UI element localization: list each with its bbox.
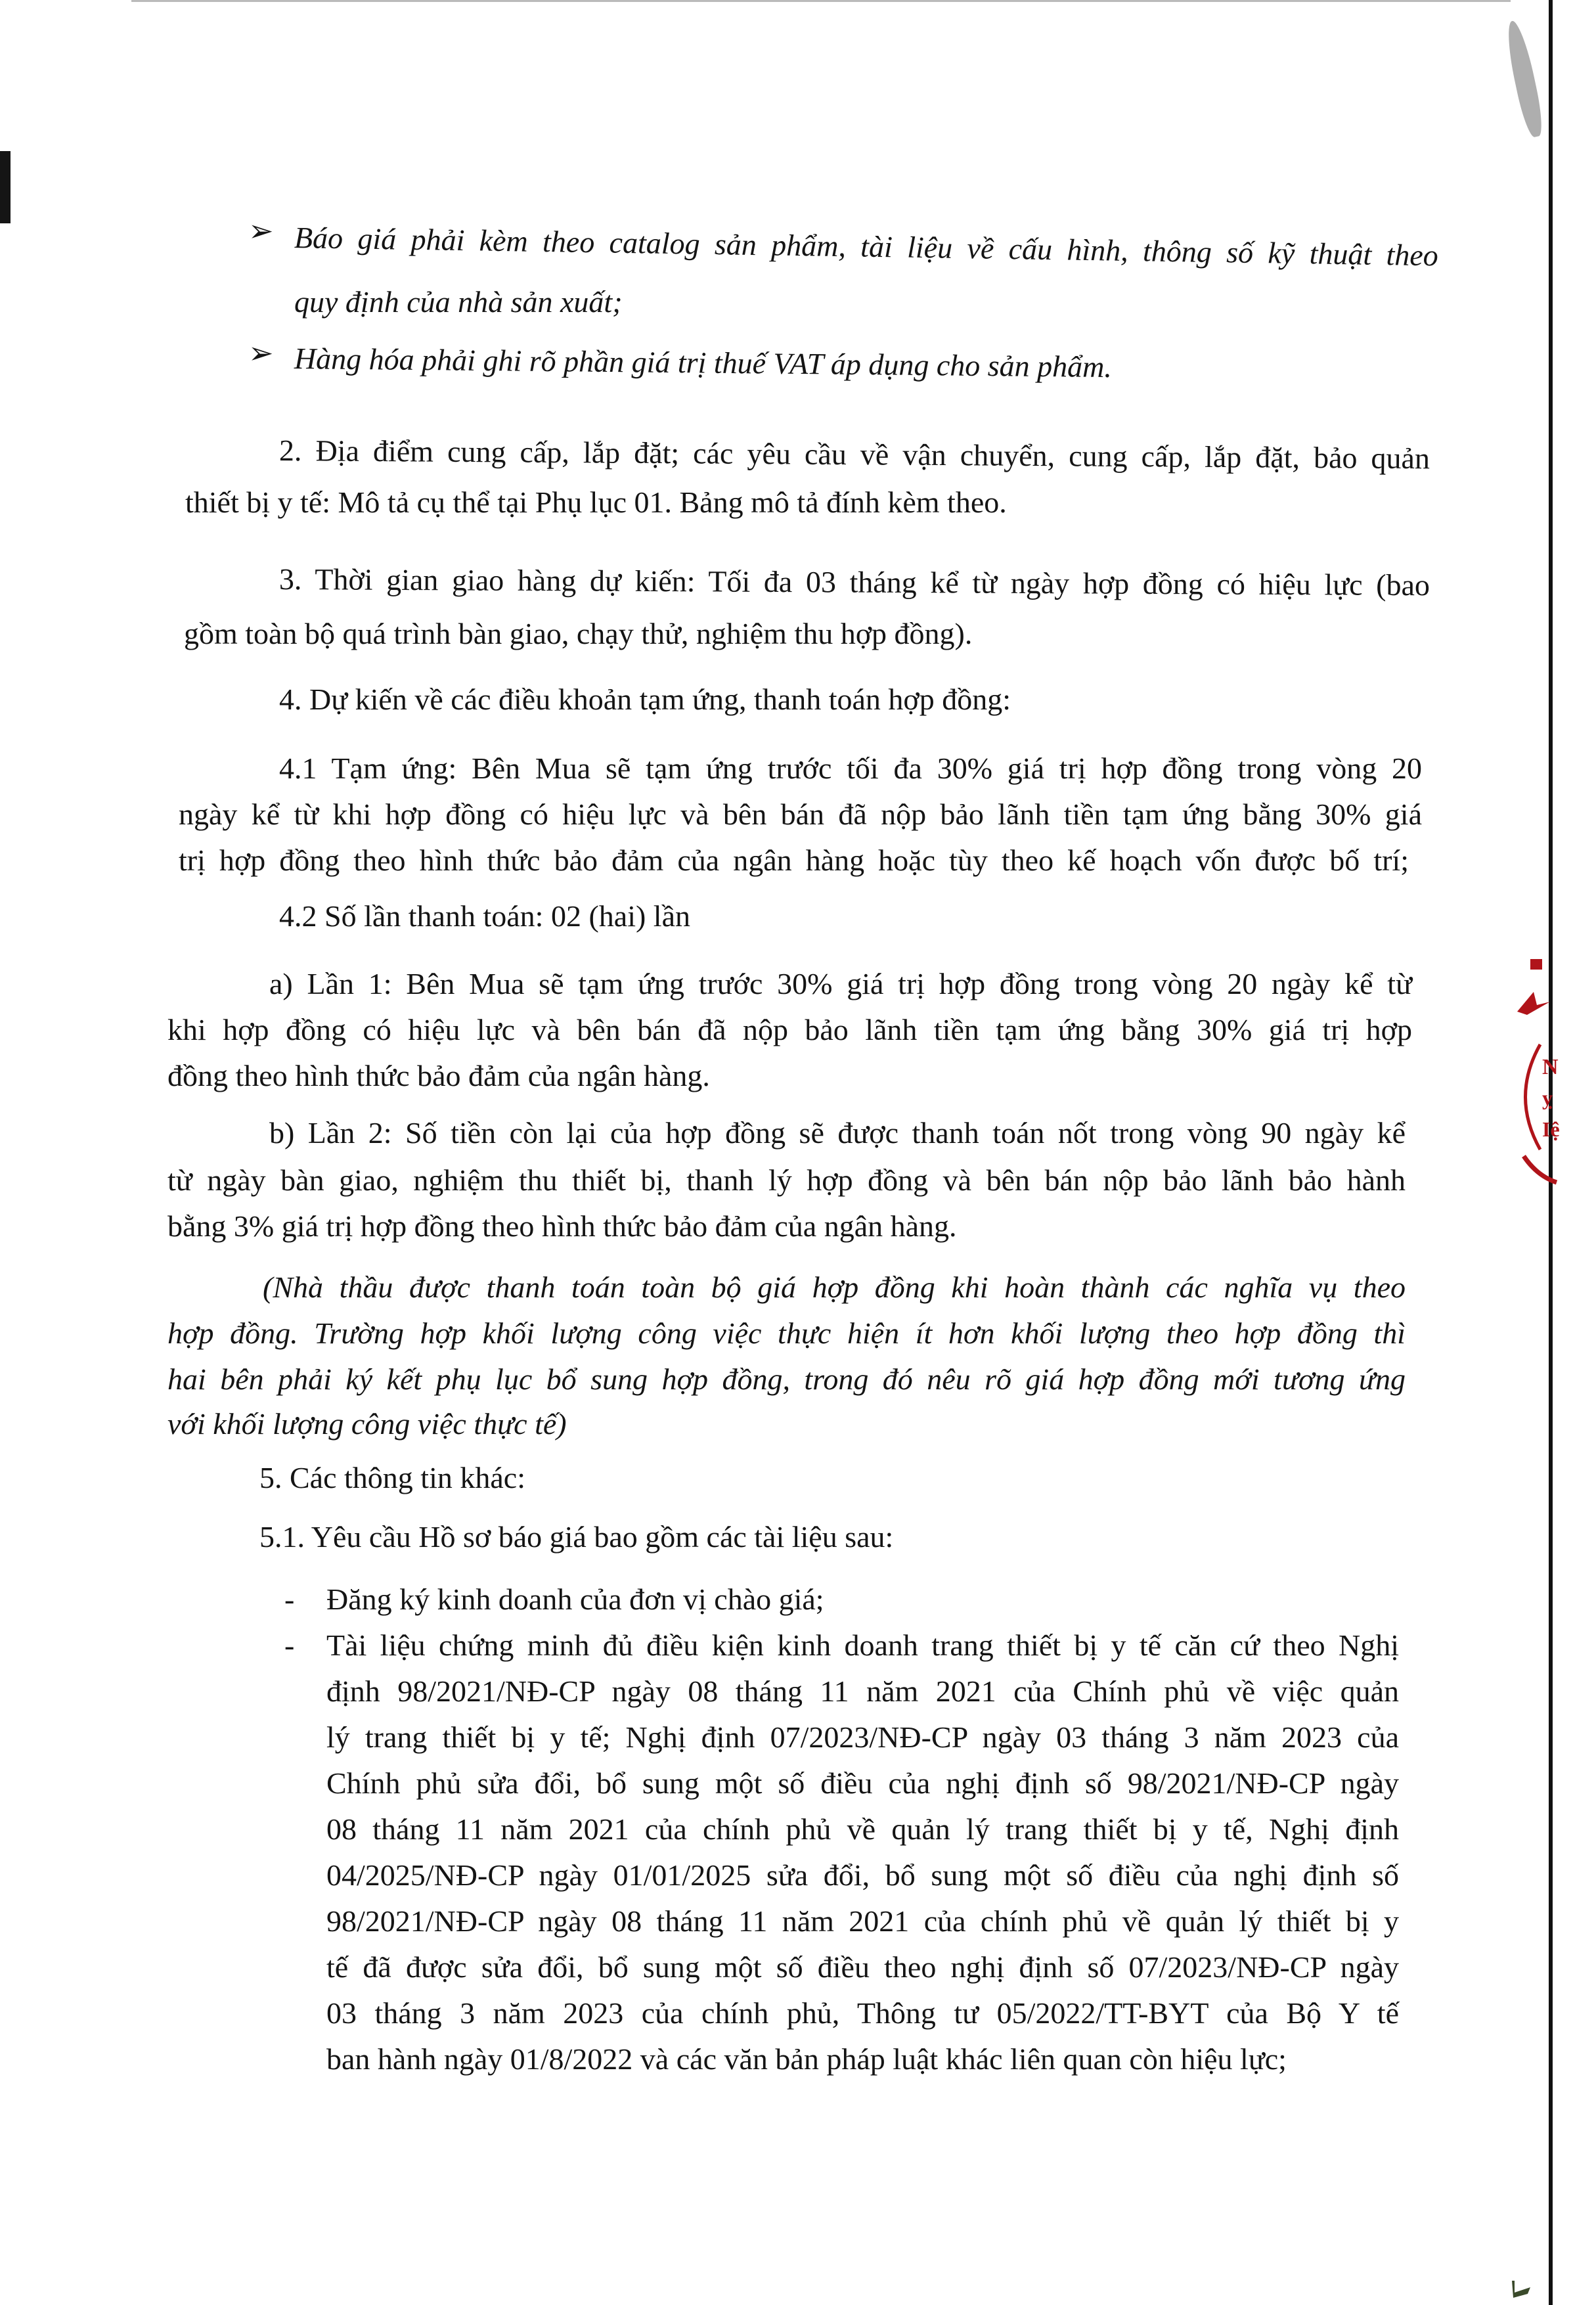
- stamp-mark-top: [1530, 959, 1542, 970]
- section-2-line-1: 2. Địa điểm cung cấp, lắp đặt; các yêu cầu về vận chuyển, cung cấp, lắp đặt, bảo quản: [278, 434, 1430, 476]
- section-4-heading: 4. Dự kiến về các điều khoản tạm ứng, thanh toán hợp đồng:: [279, 683, 1011, 716]
- note-line-4: với khối lượng công việc thực tế): [167, 1407, 567, 1441]
- item-b-line-1: b) Lần 2: Số tiền còn lại của hợp đồng sẽ được thanh toán nốt trong vòng 90 ngày kể: [269, 1116, 1406, 1150]
- dash-item-2-line-8: tế đã được sửa đổi, bổ sung một số điều theo nghị định số 07/2023/NĐ-CP ngày: [326, 1950, 1399, 1984]
- red-seal-stamp-fragment: [1504, 959, 1596, 1196]
- dash-item-2-line-7: 98/2021/NĐ-CP ngày 08 tháng 11 năm 2021 của chính phủ về quản lý thiết bị y: [326, 1904, 1399, 1938]
- dash-item-2-line-4: Chính phủ sửa đổi, bổ sung một số điều của nghị định số 98/2021/NĐ-CP ngày: [326, 1766, 1399, 1800]
- item-a-line-2: khi hợp đồng có hiệu lực và bên bán đã nộp bảo lãnh tiền tạm ứng bằng 30% giá trị hợp: [167, 1013, 1412, 1046]
- right-corner-shadow: [1503, 19, 1547, 139]
- bullet-1-line-2: quy định của nhà sản xuất;: [294, 285, 623, 319]
- dash-bullet-icon: -: [284, 1582, 295, 1616]
- section-4-1-line-3: trị hợp đồng theo hình thức bảo đảm của ngân hàng hoặc tùy theo kế hoạch vốn được bố trí;: [179, 843, 1409, 877]
- note-line-3: hai bên phải ký kết phụ lục bổ sung hợp đồng, trong đó nêu rõ giá hợp đồng mới tương ứng: [167, 1362, 1406, 1396]
- dash-item-2-line-3: lý trang thiết bị y tế; Nghị định 07/2023/NĐ-CP ngày 03 tháng 3 năm 2023 của: [326, 1720, 1399, 1754]
- bullet-2-line-1: Hàng hóa phải ghi rõ phần giá trị thuế VAT áp dụng cho sản phẩm.: [294, 342, 1113, 384]
- dash-item-2-line-10: ban hành ngày 01/8/2022 và các văn bản pháp luật khác liên quan còn hiệu lực;: [326, 2042, 1287, 2076]
- section-3-line-2: gồm toàn bộ quá trình bàn giao, chạy thử, nghiệm thu hợp đồng).: [184, 617, 973, 650]
- dash-item-2-line-9: 03 tháng 3 năm 2023 của chính phủ, Thông tư 05/2022/TT-BYT của Bộ Y tế: [326, 1996, 1399, 2030]
- section-2-line-2: thiết bị y tế: Mô tả cụ thể tại Phụ lục 01. Bảng mô tả đính kèm theo.: [185, 485, 1007, 519]
- section-4-2: 4.2 Số lần thanh toán: 02 (hai) lần: [279, 899, 690, 933]
- item-a-line-1: a) Lần 1: Bên Mua sẽ tạm ứng trước 30% giá trị hợp đồng trong vòng 20 ngày kể từ: [269, 967, 1412, 1000]
- dash-bullet-icon: -: [284, 1628, 295, 1662]
- stamp-letter: Iệ: [1542, 1117, 1560, 1141]
- dash-item-1: Đăng ký kinh doanh của đơn vị chào giá;: [326, 1582, 824, 1616]
- section-3-line-1: 3. Thời gian giao hàng dự kiến: Tối đa 03 tháng kể từ ngày hợp đồng có hiệu lực (bao: [278, 562, 1430, 602]
- section-5-1-heading: 5.1. Yêu cầu Hồ sơ báo giá bao gồm các tài liệu sau:: [259, 1520, 894, 1554]
- item-a-line-3: đồng theo hình thức bảo đảm của ngân hàng.: [167, 1059, 710, 1092]
- stamp-letter: N: [1542, 1055, 1559, 1079]
- arrow-bullet-icon: ➢: [248, 336, 274, 370]
- dash-item-2-line-1: Tài liệu chứng minh đủ điều kiện kinh doanh trang thiết bị y tế căn cứ theo Nghị: [326, 1628, 1399, 1662]
- scan-edge-top: [131, 0, 1511, 2]
- bullet-1-line-1: Báo giá phải kèm theo catalog sản phẩm, tài liệu về cấu hình, thông số kỹ thuật theo: [294, 221, 1439, 273]
- item-b-line-3: bằng 3% giá trị hợp đồng theo hình thức bảo đảm của ngân hàng.: [167, 1209, 957, 1243]
- stamp-letter: ỵ: [1542, 1086, 1553, 1109]
- dash-item-2-line-6: 04/2025/NĐ-CP ngày 01/01/2025 sửa đổi, bổ sung một số điều của nghị định số: [326, 1858, 1399, 1892]
- section-5-heading: 5. Các thông tin khác:: [259, 1461, 525, 1494]
- stamp-mark-glyph: [1517, 992, 1550, 1015]
- note-line-1: (Nhà thầu được thanh toán toàn bộ giá hợp đồng khi hoàn thành các nghĩa vụ theo: [263, 1270, 1406, 1304]
- folded-corner-edge: [0, 151, 11, 223]
- dash-item-2-line-2: định 98/2021/NĐ-CP ngày 08 tháng 11 năm 2021 của Chính phủ về việc quản: [326, 1674, 1399, 1708]
- corner-ink-mark: [1511, 2279, 1537, 2299]
- item-b-line-2: từ ngày bàn giao, nghiệm thu thiết bị, thanh lý hợp đồng và bên bán nộp bảo lãnh bảo hành: [167, 1163, 1406, 1197]
- arrow-bullet-icon: ➢: [248, 214, 274, 248]
- note-line-2: hợp đồng. Trường hợp khối lượng công việc thực hiện ít hơn khối lượng theo hợp đồng thì: [167, 1316, 1406, 1350]
- stamp-ring-arc: [1526, 1044, 1541, 1150]
- section-4-1-line-2: ngày kể từ khi hợp đồng có hiệu lực và bên bán đã nộp bảo lãnh tiền tạm ứng bằng 30% giá: [179, 797, 1422, 831]
- stamp-ring-arc-lower: [1524, 1156, 1557, 1182]
- section-4-1-line-1: 4.1 Tạm ứng: Bên Mua sẽ tạm ứng trước tối đa 30% giá trị hợp đồng trong vòng 20: [279, 751, 1422, 785]
- dash-item-2-line-5: 08 tháng 11 năm 2021 của chính phủ về quản lý trang thiết bị y tế, Nghị định: [326, 1812, 1399, 1846]
